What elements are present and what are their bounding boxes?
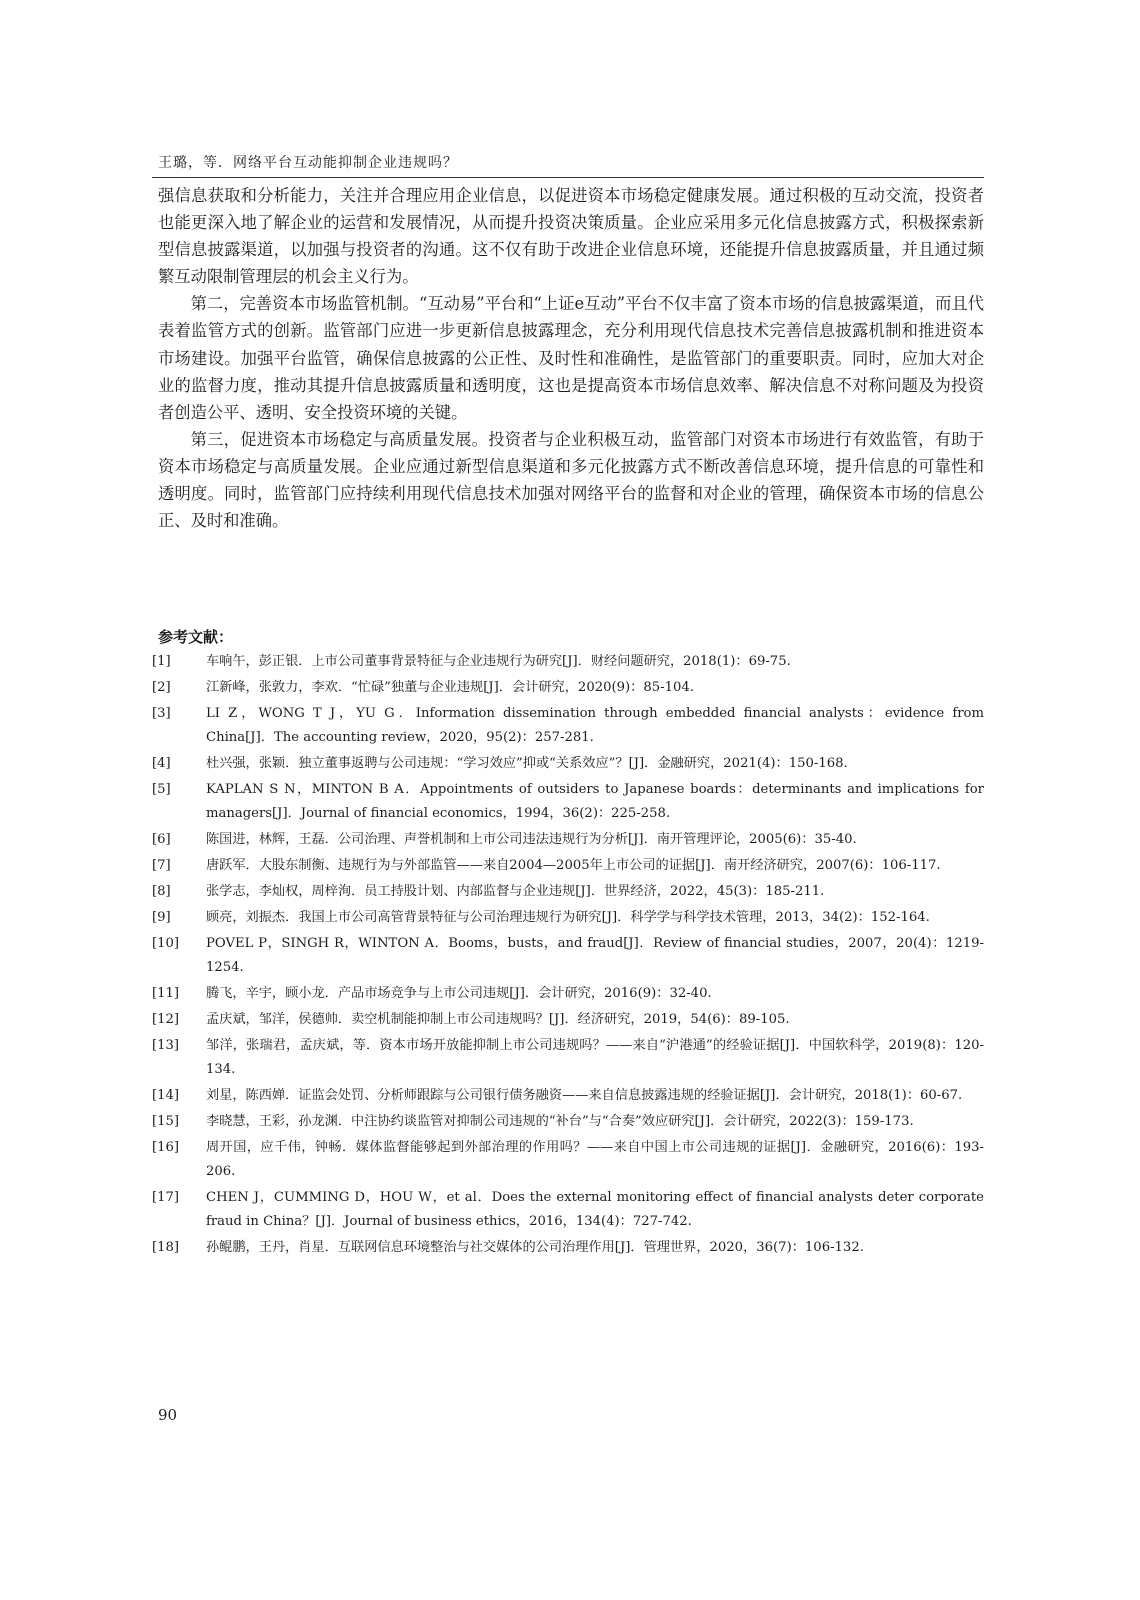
reference-text: 顾亮，刘振杰．我国上市公司高管背景特征与公司治理违规行为研究[J]．科学学与科学技术管理，2013，34(2)：152-164.: [206, 910, 930, 925]
reference-text: 江新峰，张敦力，李欢．“忙碌”独董与企业违规[J]．会计研究，2020(9)：85-104.: [206, 680, 694, 695]
reference-number: [17]: [152, 1190, 180, 1205]
reference-number: [12]: [152, 1012, 180, 1027]
reference-number: [10]: [152, 936, 180, 951]
reference-text: 孙鲲鹏，王丹，肖星．互联网信息环境整治与社交媒体的公司治理作用[J]．管理世界，2020，36(7)：106-132.: [206, 1240, 864, 1255]
reference-number: [3]: [152, 706, 171, 721]
reference-text: 杜兴强，张颖．独立董事返聘与公司违规：“学习效应”抑或“关系效应”？[J]．金融研究，2021(4)：150-168.: [206, 756, 848, 771]
reference-item: [152, 1110, 984, 1134]
body-text: [158, 182, 984, 534]
reference-item: [152, 1136, 984, 1184]
reference-number: [13]: [152, 1038, 180, 1053]
reference-number: [4]: [152, 756, 171, 771]
reference-item: [152, 906, 984, 930]
reference-item: [152, 982, 984, 1006]
reference-text: 陈国进，林辉，王磊．公司治理、声誉机制和上市公司违法违规行为分析[J]．南开管理评论，2005(6)：35-40.: [206, 832, 857, 847]
reference-text: 邹洋，张瑞君，孟庆斌，等．资本市场开放能抑制上市公司违规吗？——来自“沪港通”的经验证据[J]．中国软科学，2019(8)：120-134.: [206, 1038, 984, 1077]
reference-item: [152, 1008, 984, 1032]
reference-text: 周开国，应千伟，钟畅．媒体监督能够起到外部治理的作用吗？——来自中国上市公司违规的证据[J]．金融研究，2016(6)：193-206.: [206, 1140, 984, 1179]
reference-number: [9]: [152, 910, 171, 925]
reference-text: LI Z，WONG T J，YU G．Information dissemination through embedded financial analysts：evidence from China[J]．The accounting review，2020，95(2)：257-281.: [206, 706, 984, 745]
reference-number: [8]: [152, 884, 171, 899]
reference-number: [18]: [152, 1240, 180, 1255]
reference-text: 李晓慧，王彩，孙龙渊．中注协约谈监管对抑制公司违规的“补台”与“合奏”效应研究[J]．会计研究，2022(3)：159-173.: [206, 1114, 914, 1129]
reference-item: [152, 854, 984, 878]
reference-number: [7]: [152, 858, 171, 873]
reference-item: [152, 828, 984, 852]
reference-item: [152, 1236, 984, 1260]
reference-number: [5]: [152, 782, 171, 797]
reference-text: 张学志，李灿权，周梓洵．员工持股计划、内部监督与企业违规[J]．世界经济，2022，45(3)：185-211.: [206, 884, 825, 899]
reference-item: [152, 650, 984, 674]
reference-item: [152, 1186, 984, 1234]
running-head: 王璐，等．网络平台互动能抑制企业违规吗？: [158, 155, 458, 171]
reference-item: [152, 1084, 984, 1108]
reference-text: CHEN J，CUMMING D，HOU W，et al．Does the external monitoring effect of financial analysts deter corporate fraud in China？[J]．Journal of business ethics，2016，134(4)：727-742.: [206, 1190, 984, 1229]
header-rule: [152, 177, 984, 178]
paragraph-continued: 强信息获取和分析能力，关注并合理应用企业信息，以促进资本市场稳定健康发展。通过积极的互动交流，投资者也能更深入地了解企业的运营和发展情况，从而提升投资决策质量。企业应采用多元化信息披露方式，积极探索新型信息披露渠道，以加强与投资者的沟通。这不仅有助于改进企业信息环境，还能提升信息披露质量，并且通过频繁互动限制管理层的机会主义行为。: [158, 186, 984, 287]
reference-number: [6]: [152, 832, 171, 847]
reference-item: [152, 752, 984, 776]
page-number: 90: [158, 1406, 178, 1424]
reference-number: [16]: [152, 1140, 180, 1155]
reference-number: [14]: [152, 1088, 180, 1103]
reference-number: [2]: [152, 680, 171, 695]
reference-text: POVEL P，SINGH R，WINTON A．Booms，busts，and fraud[J]．Review of financial studies，2007，20(4)：1219-1254.: [206, 936, 984, 975]
reference-text: KAPLAN S N，MINTON B A．Appointments of outsiders to Japanese boards：determinants and implications for managers[J]．Journal of financial economics，1994，36(2)：225-258.: [206, 782, 984, 821]
reference-item: [152, 880, 984, 904]
paragraph-second-point: 第二，完善资本市场监管机制。“互动易”平台和“上证e互动”平台不仅丰富了资本市场的信息披露渠道，而且代表着监管方式的创新。监管部门应进一步更新信息披露理念，充分利用现代信息技术完善信息披露机制和推进资本市场建设。加强平台监管，确保信息披露的公正性、及时性和准确性，是监管部门的重要职责。同时，应加大对企业的监督力度，推动其提升信息披露质量和透明度，这也是提高资本市场信息效率、解决信息不对称问题及为投资者创造公平、透明、安全投资环境的关键。: [158, 294, 984, 422]
reference-number: [15]: [152, 1114, 180, 1129]
reference-item: [152, 1034, 984, 1082]
references-list: [152, 650, 984, 1262]
reference-text: 刘星，陈西婵．证监会处罚、分析师跟踪与公司银行债务融资——来自信息披露违规的经验证据[J]．会计研究，2018(1)：60-67.: [206, 1088, 963, 1103]
reference-text: 唐跃军．大股东制衡、违规行为与外部监管——来自2004—2005年上市公司的证据[J]．南开经济研究，2007(6)：106-117.: [206, 858, 941, 873]
reference-number: [11]: [152, 986, 180, 1001]
reference-text: 腾飞，辛宇，顾小龙．产品市场竞争与上市公司违规[J]．会计研究，2016(9)：32-40.: [206, 986, 712, 1001]
reference-item: [152, 932, 984, 980]
reference-number: [1]: [152, 654, 171, 669]
reference-text: 车响午，彭正银．上市公司董事背景特征与企业违规行为研究[J]．财经问题研究，2018(1)：69-75.: [206, 654, 791, 669]
reference-item: [152, 702, 984, 750]
paragraph-third-point: 第三，促进资本市场稳定与高质量发展。投资者与企业积极互动，监管部门对资本市场进行有效监管，有助于资本市场稳定与高质量发展。企业应通过新型信息渠道和多元化披露方式不断改善信息环境，提升信息的可靠性和透明度。同时，监管部门应持续利用现代信息技术加强对网络平台的监督和对企业的管理，确保资本市场的信息公正、及时和准确。: [158, 429, 984, 531]
reference-item: [152, 676, 984, 700]
references-heading: 参考文献：: [158, 628, 234, 646]
reference-item: [152, 778, 984, 826]
reference-text: 孟庆斌，邹洋，侯德帅．卖空机制能抑制上市公司违规吗？[J]．经济研究，2019，54(6)：89-105.: [206, 1012, 790, 1027]
